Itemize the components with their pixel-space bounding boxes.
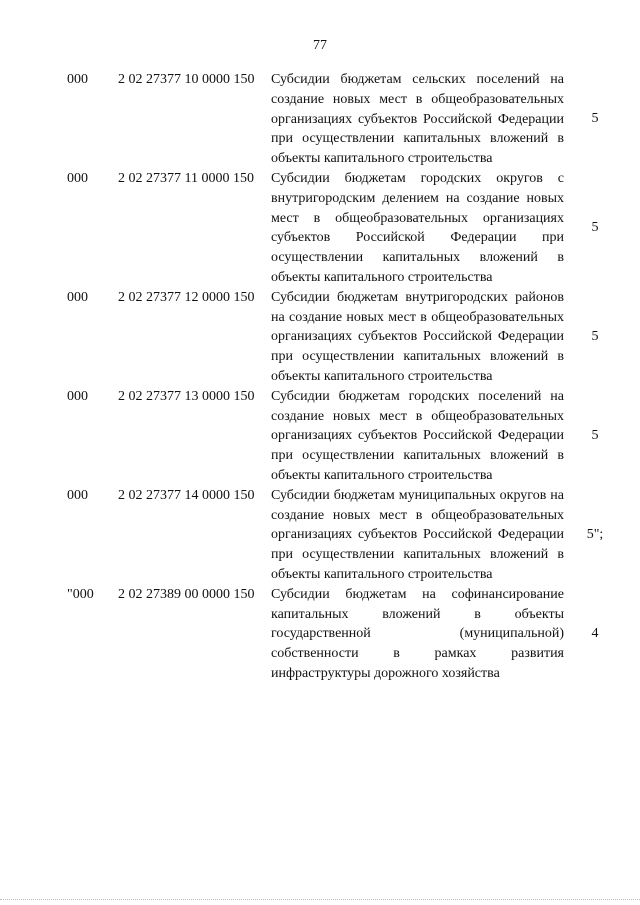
norm-value: 5 (591, 111, 599, 127)
table-row (0, 70, 640, 169)
page-number: 77 (313, 38, 327, 53)
budget-classification-code: 2 02 27389 00 0000 150 (118, 586, 255, 602)
admin-code: 000 (67, 170, 88, 186)
norm-value: 4 (591, 626, 599, 642)
budget-classification-code: 2 02 27377 14 0000 150 (118, 487, 255, 503)
scan-edge-line (0, 899, 640, 901)
income-description: Субсидии бюджетам городских поселений на создание новых мест в общеобразовательных организациях субъектов Российской Федерации при осуществлении капитальных вложений в объекты капитального строительства (271, 388, 564, 483)
norm-value: 5 (591, 220, 599, 236)
admin-code: 000 (67, 388, 88, 404)
norm-value: 5 (591, 428, 599, 444)
budget-classification-code: 2 02 27377 10 0000 150 (118, 72, 255, 87)
table-row (0, 387, 640, 486)
budget-classification-code: 2 02 27377 12 0000 150 (118, 289, 255, 305)
table-row (0, 288, 640, 387)
income-description: Субсидии бюджетам внутригородских районов на создание новых мест в общеобразовательных организациях субъектов Российской Федерации при осуществлении капитальных вложений в объекты капитального строительства (271, 289, 564, 384)
income-description: Субсидии бюджетам муниципальных округов на создание новых мест в общеобразовательных организациях субъектов Российской Федерации при осуществлении капитальных вложений в объекты капитального строительства (271, 487, 564, 582)
admin-code: "000 (67, 586, 94, 602)
income-description: Субсидии бюджетам сельских поселений на создание новых мест в общеобразовательных организациях субъектов Российской Федерации при осуществлении капитальных вложений в объекты капитального строительства (271, 72, 564, 167)
income-description: Субсидии бюджетам городских округов с внутригородским делением на создание новых мест в общеобразовательных организациях субъектов Российской Федерации при осуществлении капитальных вложений в объекты капитального строительства (271, 170, 564, 285)
norm-value: 5 (591, 329, 599, 345)
admin-code: 000 (67, 289, 88, 305)
income-description: Субсидии бюджетам на софинансирование капитальных вложений в объекты государственной (муниципальной) собственности в рамках развития инфраструктуры дорожного хозяйства (271, 586, 564, 681)
admin-code: 000 (67, 72, 88, 87)
norm-value: 5"; (586, 527, 604, 543)
table-row (0, 169, 640, 288)
budget-classification-code: 2 02 27377 13 0000 150 (118, 388, 255, 404)
budget-classification-code: 2 02 27377 11 0000 150 (118, 170, 254, 186)
table-row (0, 486, 640, 585)
admin-code: 000 (67, 487, 88, 503)
table-row (0, 585, 640, 684)
budget-code-table (0, 70, 640, 684)
